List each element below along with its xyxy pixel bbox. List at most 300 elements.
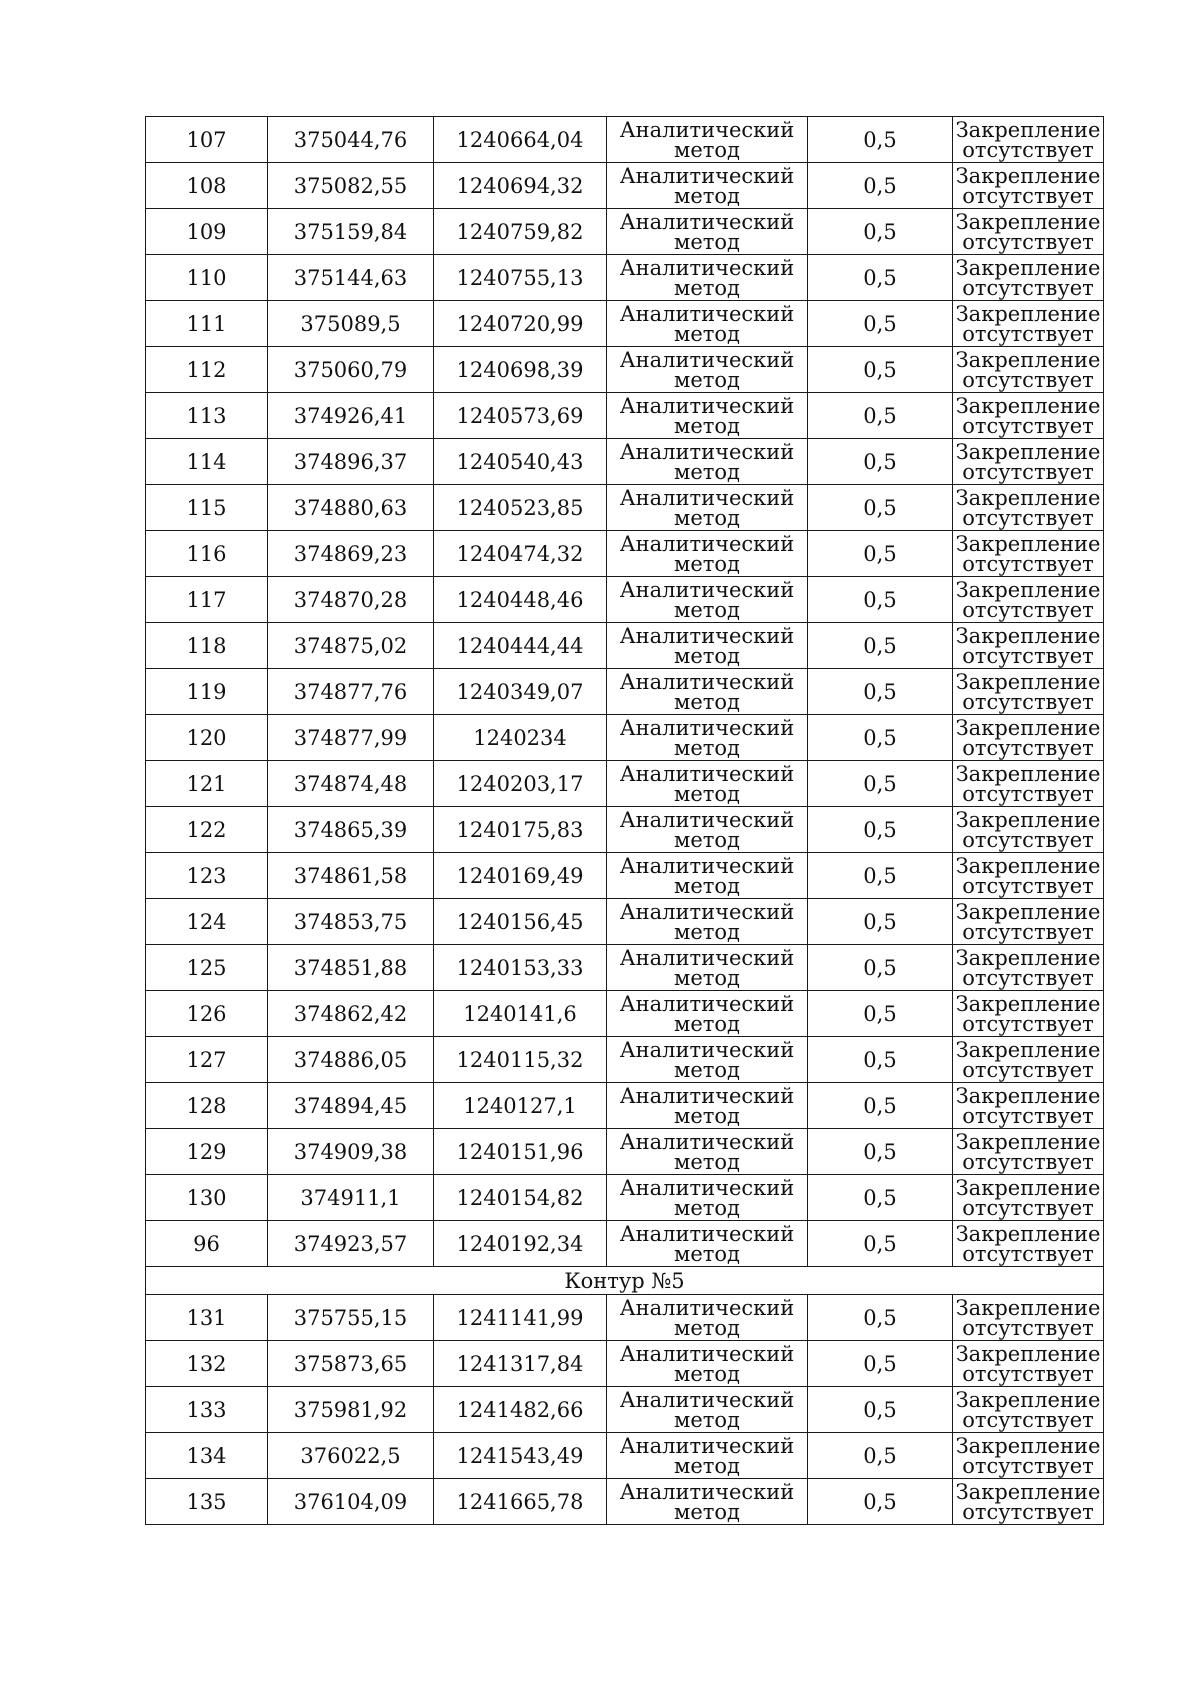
accuracy-cell: 0,5: [808, 807, 953, 853]
y-coordinate-cell: 1240156,45: [434, 899, 607, 945]
x-coordinate-cell: 374853,75: [268, 899, 434, 945]
method-cell: [607, 1129, 808, 1175]
method-cell: [607, 163, 808, 209]
y-coordinate-cell: 1240234: [434, 715, 607, 761]
contour-header-row: [146, 1267, 1104, 1295]
method-line-1: Аналитический: [619, 945, 795, 970]
method-line-1: Аналитический: [619, 531, 795, 556]
x-coordinate-cell: 375044,76: [268, 117, 434, 163]
coordinates-table: [145, 116, 1104, 1525]
y-coordinate-cell: 1240141,6: [434, 991, 607, 1037]
x-coordinate-cell: 374874,48: [268, 761, 434, 807]
point-number-cell: 96: [146, 1221, 268, 1267]
y-coordinate-cell: 1240151,96: [434, 1129, 607, 1175]
fixing-line-1: Закрепление: [955, 439, 1101, 464]
fixing-cell: [953, 715, 1104, 761]
fixing-line-1: Закрепление: [955, 209, 1101, 234]
method-cell: [607, 991, 808, 1037]
y-coordinate-cell: 1240153,33: [434, 945, 607, 991]
fixing-line-1: Закрепление: [955, 1479, 1101, 1504]
y-coordinate-cell: 1240698,39: [434, 347, 607, 393]
method-line-1: Аналитический: [619, 439, 795, 464]
method-cell: [607, 1433, 808, 1479]
table-row: [146, 945, 1104, 991]
method-line-1: Аналитический: [619, 1341, 795, 1366]
table-row: [146, 577, 1104, 623]
fixing-line-2: отсутствует: [962, 781, 1094, 806]
point-number-cell: 108: [146, 163, 268, 209]
table-row: [146, 163, 1104, 209]
method-cell: [607, 485, 808, 531]
fixing-cell: [953, 255, 1104, 301]
method-cell: [607, 117, 808, 163]
fixing-line-2: отсутствует: [962, 459, 1094, 484]
fixing-line-2: отсутствует: [962, 1407, 1094, 1432]
method-cell: [607, 531, 808, 577]
method-line-1: Аналитический: [619, 577, 795, 602]
fixing-line-1: Закрепление: [955, 1221, 1101, 1246]
contour-label: Контур №5: [146, 1267, 1104, 1295]
method-line-2: метод: [674, 1407, 740, 1432]
method-cell: [607, 439, 808, 485]
method-cell: [607, 209, 808, 255]
point-number-cell: 127: [146, 1037, 268, 1083]
fixing-line-2: отсутствует: [962, 137, 1094, 162]
method-line-2: метод: [674, 1315, 740, 1340]
point-number-cell: 129: [146, 1129, 268, 1175]
method-line-1: Аналитический: [619, 393, 795, 418]
table-row: [146, 807, 1104, 853]
method-cell: [607, 1221, 808, 1267]
fixing-line-2: отсутствует: [962, 1361, 1094, 1386]
table-row: [146, 439, 1104, 485]
method-line-1: Аналитический: [619, 1037, 795, 1062]
method-cell: [607, 715, 808, 761]
accuracy-cell: 0,5: [808, 117, 953, 163]
fixing-cell: [953, 209, 1104, 255]
fixing-line-1: Закрепление: [955, 669, 1101, 694]
method-line-2: метод: [674, 1011, 740, 1036]
method-line-2: метод: [674, 1103, 740, 1128]
method-line-2: метод: [674, 689, 740, 714]
method-line-1: Аналитический: [619, 255, 795, 280]
fixing-line-2: отсутствует: [962, 643, 1094, 668]
fixing-line-2: отсутствует: [962, 1149, 1094, 1174]
point-number-cell: 114: [146, 439, 268, 485]
accuracy-cell: 0,5: [808, 669, 953, 715]
y-coordinate-cell: 1240755,13: [434, 255, 607, 301]
fixing-cell: [953, 761, 1104, 807]
table-row: [146, 485, 1104, 531]
method-line-2: метод: [674, 367, 740, 392]
table-row: [146, 1083, 1104, 1129]
fixing-line-2: отсутствует: [962, 965, 1094, 990]
fixing-cell: [953, 347, 1104, 393]
fixing-line-1: Закрепление: [955, 531, 1101, 556]
table-row: [146, 255, 1104, 301]
method-cell: [607, 577, 808, 623]
table-row: [146, 853, 1104, 899]
accuracy-cell: 0,5: [808, 1221, 953, 1267]
method-line-2: метод: [674, 1453, 740, 1478]
accuracy-cell: 0,5: [808, 301, 953, 347]
fixing-cell: [953, 899, 1104, 945]
method-cell: [607, 623, 808, 669]
method-line-1: Аналитический: [619, 1221, 795, 1246]
fixing-line-2: отсутствует: [962, 229, 1094, 254]
table-row: [146, 301, 1104, 347]
point-number-cell: 128: [146, 1083, 268, 1129]
method-cell: [607, 669, 808, 715]
y-coordinate-cell: 1241665,78: [434, 1479, 607, 1525]
method-cell: [607, 1341, 808, 1387]
method-cell: [607, 807, 808, 853]
fixing-cell: [953, 1129, 1104, 1175]
fixing-cell: [953, 1175, 1104, 1221]
fixing-line-2: отсутствует: [962, 367, 1094, 392]
method-line-1: Аналитический: [619, 715, 795, 740]
accuracy-cell: 0,5: [808, 1387, 953, 1433]
y-coordinate-cell: 1240192,34: [434, 1221, 607, 1267]
fixing-cell: [953, 623, 1104, 669]
x-coordinate-cell: 375873,65: [268, 1341, 434, 1387]
table-row: [146, 899, 1104, 945]
method-line-2: метод: [674, 873, 740, 898]
point-number-cell: 112: [146, 347, 268, 393]
accuracy-cell: 0,5: [808, 485, 953, 531]
method-line-2: метод: [674, 413, 740, 438]
x-coordinate-cell: 374851,88: [268, 945, 434, 991]
fixing-cell: [953, 853, 1104, 899]
accuracy-cell: 0,5: [808, 1295, 953, 1341]
accuracy-cell: 0,5: [808, 945, 953, 991]
method-line-1: Аналитический: [619, 807, 795, 832]
fixing-line-1: Закрепление: [955, 1295, 1101, 1320]
x-coordinate-cell: 376104,09: [268, 1479, 434, 1525]
table-row: [146, 209, 1104, 255]
method-line-1: Аналитический: [619, 1295, 795, 1320]
method-line-2: метод: [674, 643, 740, 668]
method-line-2: метод: [674, 183, 740, 208]
table-row: [146, 531, 1104, 577]
method-cell: [607, 1387, 808, 1433]
method-line-1: Аналитический: [619, 347, 795, 372]
fixing-cell: [953, 577, 1104, 623]
y-coordinate-cell: 1240448,46: [434, 577, 607, 623]
fixing-cell: [953, 1341, 1104, 1387]
x-coordinate-cell: 375060,79: [268, 347, 434, 393]
fixing-cell: [953, 439, 1104, 485]
y-coordinate-cell: 1240694,32: [434, 163, 607, 209]
accuracy-cell: 0,5: [808, 209, 953, 255]
method-line-1: Аналитический: [619, 761, 795, 786]
point-number-cell: 132: [146, 1341, 268, 1387]
method-cell: [607, 945, 808, 991]
x-coordinate-cell: 374865,39: [268, 807, 434, 853]
table-row: [146, 1175, 1104, 1221]
fixing-line-1: Закрепление: [955, 393, 1101, 418]
y-coordinate-cell: 1240540,43: [434, 439, 607, 485]
method-line-1: Аналитический: [619, 485, 795, 510]
fixing-line-2: отсутствует: [962, 551, 1094, 576]
fixing-line-1: Закрепление: [955, 899, 1101, 924]
table-row: [146, 347, 1104, 393]
fixing-cell: [953, 163, 1104, 209]
fixing-line-2: отсутствует: [962, 597, 1094, 622]
fixing-line-1: Закрепление: [955, 1175, 1101, 1200]
method-line-2: метод: [674, 1057, 740, 1082]
y-coordinate-cell: 1240175,83: [434, 807, 607, 853]
table-row: [146, 1295, 1104, 1341]
method-line-2: метод: [674, 321, 740, 346]
table-row: [146, 1037, 1104, 1083]
fixing-cell: [953, 1479, 1104, 1525]
point-number-cell: 118: [146, 623, 268, 669]
x-coordinate-cell: 374926,41: [268, 393, 434, 439]
method-line-2: метод: [674, 1195, 740, 1220]
method-line-1: Аналитический: [619, 623, 795, 648]
point-number-cell: 120: [146, 715, 268, 761]
fixing-line-1: Закрепление: [955, 853, 1101, 878]
fixing-line-2: отсутствует: [962, 413, 1094, 438]
point-number-cell: 125: [146, 945, 268, 991]
method-line-2: метод: [674, 275, 740, 300]
fixing-line-1: Закрепление: [955, 807, 1101, 832]
point-number-cell: 131: [146, 1295, 268, 1341]
accuracy-cell: 0,5: [808, 1175, 953, 1221]
y-coordinate-cell: 1240127,1: [434, 1083, 607, 1129]
method-cell: [607, 301, 808, 347]
method-line-1: Аналитический: [619, 1129, 795, 1154]
fixing-line-1: Закрепление: [955, 761, 1101, 786]
point-number-cell: 134: [146, 1433, 268, 1479]
method-line-2: метод: [674, 459, 740, 484]
accuracy-cell: 0,5: [808, 163, 953, 209]
fixing-line-2: отсутствует: [962, 1195, 1094, 1220]
contour-4-rows: [146, 117, 1104, 1267]
y-coordinate-cell: 1241482,66: [434, 1387, 607, 1433]
method-cell: [607, 393, 808, 439]
fixing-cell: [953, 1387, 1104, 1433]
x-coordinate-cell: 374862,42: [268, 991, 434, 1037]
x-coordinate-cell: 374896,37: [268, 439, 434, 485]
table-row: [146, 117, 1104, 163]
y-coordinate-cell: 1240203,17: [434, 761, 607, 807]
fixing-cell: [953, 531, 1104, 577]
fixing-cell: [953, 1083, 1104, 1129]
x-coordinate-cell: 374923,57: [268, 1221, 434, 1267]
point-number-cell: 122: [146, 807, 268, 853]
fixing-cell: [953, 991, 1104, 1037]
x-coordinate-cell: 374875,02: [268, 623, 434, 669]
table-row: [146, 991, 1104, 1037]
method-cell: [607, 1083, 808, 1129]
accuracy-cell: 0,5: [808, 623, 953, 669]
method-cell: [607, 853, 808, 899]
accuracy-cell: 0,5: [808, 255, 953, 301]
table-row: [146, 715, 1104, 761]
accuracy-cell: 0,5: [808, 347, 953, 393]
fixing-line-1: Закрепление: [955, 715, 1101, 740]
table-row: [146, 1433, 1104, 1479]
fixing-line-2: отсутствует: [962, 1241, 1094, 1266]
fixing-line-2: отсутствует: [962, 735, 1094, 760]
fixing-line-2: отсутствует: [962, 1103, 1094, 1128]
fixing-cell: [953, 945, 1104, 991]
x-coordinate-cell: 374869,23: [268, 531, 434, 577]
method-line-1: Аналитический: [619, 117, 795, 142]
fixing-line-1: Закрепление: [955, 1129, 1101, 1154]
y-coordinate-cell: 1240720,99: [434, 301, 607, 347]
table-row: [146, 1387, 1104, 1433]
contour-5-rows: [146, 1295, 1104, 1525]
accuracy-cell: 0,5: [808, 853, 953, 899]
x-coordinate-cell: 375082,55: [268, 163, 434, 209]
method-line-1: Аналитический: [619, 209, 795, 234]
fixing-line-2: отсутствует: [962, 873, 1094, 898]
x-coordinate-cell: 374909,38: [268, 1129, 434, 1175]
table-row: [146, 1341, 1104, 1387]
accuracy-cell: 0,5: [808, 1129, 953, 1175]
fixing-line-2: отсутствует: [962, 1057, 1094, 1082]
fixing-line-2: отсутствует: [962, 275, 1094, 300]
fixing-cell: [953, 117, 1104, 163]
fixing-line-2: отсутствует: [962, 1499, 1094, 1524]
accuracy-cell: 0,5: [808, 439, 953, 485]
method-cell: [607, 347, 808, 393]
accuracy-cell: 0,5: [808, 531, 953, 577]
accuracy-cell: 0,5: [808, 1479, 953, 1525]
accuracy-cell: 0,5: [808, 1341, 953, 1387]
contour-header-group: [146, 1267, 1104, 1295]
fixing-line-1: Закрепление: [955, 117, 1101, 142]
fixing-line-1: Закрепление: [955, 255, 1101, 280]
method-line-2: метод: [674, 229, 740, 254]
fixing-line-2: отсутствует: [962, 827, 1094, 852]
y-coordinate-cell: 1240474,32: [434, 531, 607, 577]
fixing-cell: [953, 669, 1104, 715]
accuracy-cell: 0,5: [808, 1433, 953, 1479]
fixing-line-2: отсутствует: [962, 1453, 1094, 1478]
fixing-line-1: Закрепление: [955, 301, 1101, 326]
x-coordinate-cell: 374880,63: [268, 485, 434, 531]
method-line-2: метод: [674, 505, 740, 530]
point-number-cell: 126: [146, 991, 268, 1037]
table-row: [146, 1129, 1104, 1175]
fixing-line-2: отсутствует: [962, 183, 1094, 208]
fixing-cell: [953, 807, 1104, 853]
method-line-1: Аналитический: [619, 1479, 795, 1504]
y-coordinate-cell: 1240759,82: [434, 209, 607, 255]
table-row: [146, 669, 1104, 715]
accuracy-cell: 0,5: [808, 991, 953, 1037]
table-row: [146, 761, 1104, 807]
x-coordinate-cell: 376022,5: [268, 1433, 434, 1479]
fixing-line-1: Закрепление: [955, 1387, 1101, 1412]
method-line-2: метод: [674, 965, 740, 990]
point-number-cell: 123: [146, 853, 268, 899]
y-coordinate-cell: 1240154,82: [434, 1175, 607, 1221]
y-coordinate-cell: 1241141,99: [434, 1295, 607, 1341]
x-coordinate-cell: 374877,99: [268, 715, 434, 761]
fixing-line-2: отсутствует: [962, 1315, 1094, 1340]
point-number-cell: 119: [146, 669, 268, 715]
point-number-cell: 130: [146, 1175, 268, 1221]
y-coordinate-cell: 1240169,49: [434, 853, 607, 899]
y-coordinate-cell: 1240573,69: [434, 393, 607, 439]
table-row: [146, 1479, 1104, 1525]
method-line-2: метод: [674, 1499, 740, 1524]
fixing-line-2: отсутствует: [962, 321, 1094, 346]
point-number-cell: 121: [146, 761, 268, 807]
x-coordinate-cell: 375981,92: [268, 1387, 434, 1433]
method-line-1: Аналитический: [619, 163, 795, 188]
fixing-cell: [953, 1295, 1104, 1341]
method-cell: [607, 1175, 808, 1221]
fixing-line-1: Закрепление: [955, 1083, 1101, 1108]
method-line-2: метод: [674, 919, 740, 944]
fixing-cell: [953, 485, 1104, 531]
point-number-cell: 124: [146, 899, 268, 945]
method-line-2: метод: [674, 827, 740, 852]
point-number-cell: 117: [146, 577, 268, 623]
fixing-line-1: Закрепление: [955, 1433, 1101, 1458]
method-cell: [607, 761, 808, 807]
fixing-line-2: отсутствует: [962, 689, 1094, 714]
accuracy-cell: 0,5: [808, 899, 953, 945]
method-cell: [607, 899, 808, 945]
method-line-1: Аналитический: [619, 669, 795, 694]
y-coordinate-cell: 1240115,32: [434, 1037, 607, 1083]
point-number-cell: 111: [146, 301, 268, 347]
method-line-2: метод: [674, 597, 740, 622]
method-line-1: Аналитический: [619, 301, 795, 326]
fixing-cell: [953, 1433, 1104, 1479]
point-number-cell: 107: [146, 117, 268, 163]
method-line-1: Аналитический: [619, 853, 795, 878]
method-line-2: метод: [674, 137, 740, 162]
fixing-line-2: отсутствует: [962, 505, 1094, 530]
fixing-cell: [953, 1037, 1104, 1083]
method-cell: [607, 1295, 808, 1341]
method-line-2: метод: [674, 781, 740, 806]
y-coordinate-cell: 1241317,84: [434, 1341, 607, 1387]
fixing-cell: [953, 1221, 1104, 1267]
y-coordinate-cell: 1240444,44: [434, 623, 607, 669]
table-row: [146, 623, 1104, 669]
fixing-line-2: отсутствует: [962, 1011, 1094, 1036]
method-line-1: Аналитический: [619, 1387, 795, 1412]
y-coordinate-cell: 1240523,85: [434, 485, 607, 531]
table-row: [146, 393, 1104, 439]
accuracy-cell: 0,5: [808, 761, 953, 807]
point-number-cell: 113: [146, 393, 268, 439]
method-cell: [607, 1037, 808, 1083]
method-line-1: Аналитический: [619, 1433, 795, 1458]
method-line-2: метод: [674, 1241, 740, 1266]
x-coordinate-cell: 375755,15: [268, 1295, 434, 1341]
method-line-1: Аналитический: [619, 991, 795, 1016]
method-cell: [607, 255, 808, 301]
method-line-2: метод: [674, 735, 740, 760]
point-number-cell: 110: [146, 255, 268, 301]
fixing-cell: [953, 301, 1104, 347]
fixing-line-1: Закрепление: [955, 991, 1101, 1016]
method-line-2: метод: [674, 1361, 740, 1386]
fixing-line-1: Закрепление: [955, 347, 1101, 372]
fixing-line-1: Закрепление: [955, 577, 1101, 602]
x-coordinate-cell: 374911,1: [268, 1175, 434, 1221]
